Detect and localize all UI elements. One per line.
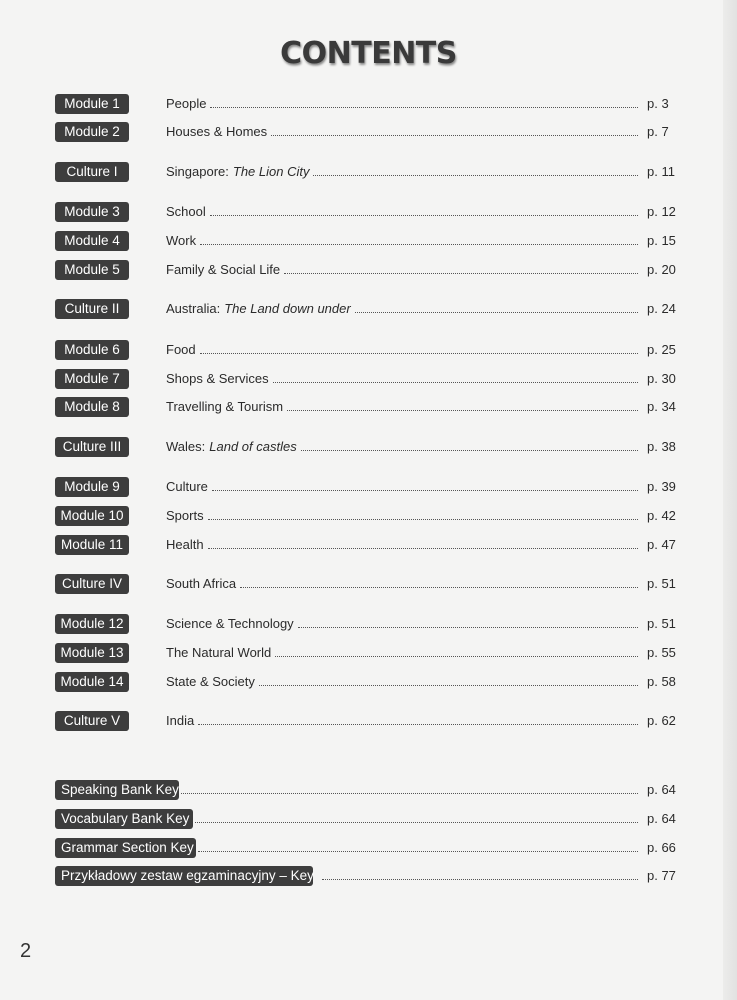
entry-line	[166, 164, 638, 184]
page-number: 2	[20, 940, 32, 962]
page-reference: p. 20	[647, 262, 676, 277]
page-reference: p. 58	[647, 674, 676, 689]
contents-row[interactable]	[0, 672, 737, 694]
page-reference: p. 24	[647, 301, 676, 316]
entry-line	[166, 674, 638, 694]
dot-leader	[200, 233, 638, 245]
entry-line	[166, 439, 638, 459]
entry-title: South Africa	[166, 576, 237, 591]
entry-title: Australia:	[166, 301, 221, 316]
entry-line	[166, 204, 638, 224]
entry-title: State & Society	[166, 674, 255, 689]
entry-title: Food	[166, 342, 196, 357]
page-reference: p. 12	[647, 204, 676, 219]
contents-row[interactable]	[0, 574, 737, 596]
entry-title: School	[166, 204, 206, 219]
dot-leader	[212, 479, 638, 491]
entry-line	[166, 371, 638, 391]
page-reference: p. 77	[647, 868, 676, 883]
dot-leader	[240, 576, 638, 588]
contents-row[interactable]	[0, 162, 737, 184]
contents-row[interactable]	[0, 369, 737, 391]
contents-row[interactable]	[0, 711, 737, 733]
entry-title: Culture	[166, 479, 208, 494]
dot-leader	[208, 508, 638, 520]
contents-row[interactable]	[0, 202, 737, 224]
key-badge: Speaking Bank Key	[55, 780, 179, 800]
module-badge: Module 13	[55, 643, 129, 663]
contents-row[interactable]	[0, 340, 737, 362]
entry-title: India	[166, 713, 195, 728]
contents-row[interactable]	[0, 643, 737, 665]
page-reference: p. 64	[647, 782, 676, 797]
dot-leader	[210, 96, 638, 108]
entry-subtitle: Land of castles	[209, 439, 297, 454]
entry-title: Work	[166, 233, 197, 248]
entry-line	[166, 342, 638, 362]
culture-badge: Culture II	[55, 299, 129, 319]
page-reference: p. 51	[647, 616, 676, 631]
dot-leader	[200, 342, 638, 354]
key-row[interactable]	[0, 809, 737, 831]
page-reference: p. 62	[647, 713, 676, 728]
module-badge: Module 2	[55, 122, 129, 142]
contents-row[interactable]	[0, 260, 737, 282]
entry-line	[166, 399, 638, 419]
entry-line	[166, 301, 638, 321]
key-row[interactable]	[0, 838, 737, 860]
dot-leader	[355, 301, 638, 313]
entry-title: Travelling & Tourism	[166, 399, 284, 414]
culture-badge: Culture III	[55, 437, 129, 457]
page-reference: p. 34	[647, 399, 676, 414]
contents-row[interactable]	[0, 506, 737, 528]
dot-leader	[287, 399, 638, 411]
module-badge: Module 4	[55, 231, 129, 251]
key-badge: Przykładowy zestaw egzaminacyjny – Key	[55, 866, 313, 886]
entry-line	[166, 124, 638, 144]
dot-leader	[208, 537, 638, 549]
page-reference: p. 55	[647, 645, 676, 660]
dot-leader	[198, 840, 638, 852]
page-reference: p. 66	[647, 840, 676, 855]
page-reference: p. 39	[647, 479, 676, 494]
page-reference: p. 42	[647, 508, 676, 523]
module-badge: Module 3	[55, 202, 129, 222]
dot-leader	[271, 124, 638, 136]
entry-title: Shops & Services	[166, 371, 269, 386]
entry-line	[166, 262, 638, 282]
dot-leader	[284, 262, 638, 274]
entry-line	[166, 233, 638, 253]
contents-row[interactable]	[0, 614, 737, 636]
entry-line	[166, 645, 638, 665]
entry-title: The Natural World	[166, 645, 272, 660]
module-badge: Module 6	[55, 340, 129, 360]
contents-row[interactable]	[0, 299, 737, 321]
page-reference: p. 7	[647, 124, 669, 139]
page-reference: p. 11	[647, 164, 675, 179]
contents-row[interactable]	[0, 535, 737, 557]
module-badge: Module 1	[55, 94, 129, 114]
key-badge: Grammar Section Key	[55, 838, 196, 858]
contents-row[interactable]	[0, 231, 737, 253]
module-badge: Module 11	[55, 535, 129, 555]
entry-line	[166, 713, 638, 733]
page-reference: p. 51	[647, 576, 676, 591]
contents-row[interactable]	[0, 122, 737, 144]
module-badge: Module 9	[55, 477, 129, 497]
entry-title: Sports	[166, 508, 204, 523]
entry-subtitle: The Lion City	[232, 164, 310, 179]
module-badge: Module 7	[55, 369, 129, 389]
dot-leader	[195, 811, 638, 823]
key-badge: Vocabulary Bank Key	[55, 809, 193, 829]
dot-leader	[273, 371, 638, 383]
key-row[interactable]	[0, 866, 737, 888]
page-reference: p. 30	[647, 371, 676, 386]
entry-title: People	[166, 96, 207, 111]
entry-title: Science & Technology	[166, 616, 294, 631]
module-badge: Module 8	[55, 397, 129, 417]
dot-leader	[275, 645, 638, 657]
entry-title: Singapore:	[166, 164, 229, 179]
entry-line	[166, 616, 638, 636]
entry-line	[166, 537, 638, 557]
page-reference: p. 38	[647, 439, 676, 454]
contents-row[interactable]	[0, 477, 737, 499]
contents-row[interactable]	[0, 397, 737, 419]
contents-row[interactable]	[0, 94, 737, 116]
key-row[interactable]	[0, 780, 737, 802]
entry-title: Health	[166, 537, 204, 552]
dot-leader	[301, 439, 638, 451]
page-reference: p. 47	[647, 537, 676, 552]
entry-line	[166, 96, 638, 116]
page-reference: p. 15	[647, 233, 676, 248]
dot-leader	[313, 164, 638, 176]
dot-leader	[259, 674, 638, 686]
entry-line	[166, 576, 638, 596]
entry-title: Family & Social Life	[166, 262, 281, 277]
entry-title: Houses & Homes	[166, 124, 268, 139]
entry-line	[166, 479, 638, 499]
page-reference: p. 64	[647, 811, 676, 826]
module-badge: Module 12	[55, 614, 129, 634]
culture-badge: Culture V	[55, 711, 129, 731]
page-title: CONTENTS	[280, 36, 457, 71]
contents-row[interactable]	[0, 437, 737, 459]
entry-line	[166, 508, 638, 528]
module-badge: Module 5	[55, 260, 129, 280]
culture-badge: Culture I	[55, 162, 129, 182]
entry-subtitle: The Land down under	[224, 301, 351, 316]
dot-leader	[210, 204, 638, 216]
dot-leader	[322, 868, 638, 880]
page-reference: p. 3	[647, 96, 669, 111]
page-reference: p. 25	[647, 342, 676, 357]
module-badge: Module 14	[55, 672, 129, 692]
dot-leader	[298, 616, 638, 628]
culture-badge: Culture IV	[55, 574, 129, 594]
dot-leader	[181, 782, 638, 794]
module-badge: Module 10	[55, 506, 129, 526]
dot-leader	[198, 713, 638, 725]
entry-title: Wales:	[166, 439, 206, 454]
